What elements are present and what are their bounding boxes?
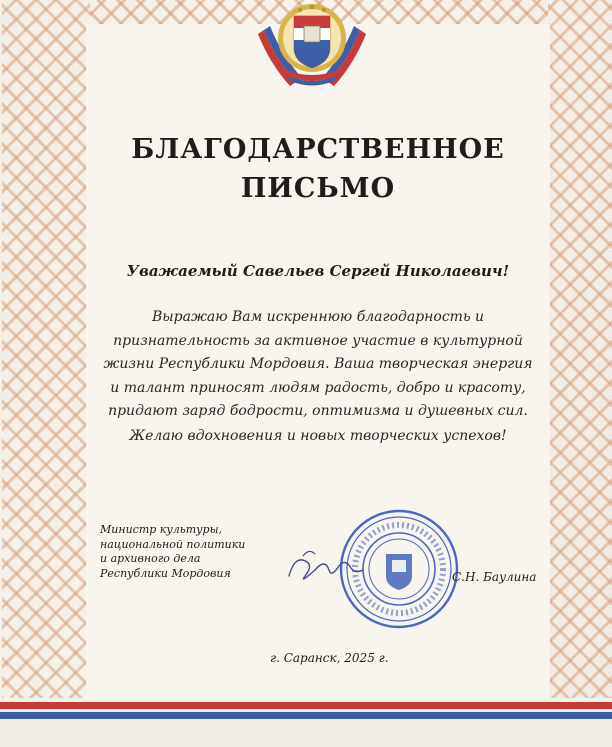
official-seal-icon xyxy=(336,506,462,632)
flag-stripes xyxy=(0,698,612,747)
place-date: г. Саранск, 2025 г. xyxy=(270,651,389,665)
document-title-line2: ПИСЬМО xyxy=(240,173,396,204)
stripe-red xyxy=(0,702,612,709)
signer-position-line: и архивного дела xyxy=(100,552,201,565)
ornament-border-left xyxy=(2,0,90,700)
paper-bottom-margin xyxy=(0,719,612,747)
signer-name: С.Н. Баулина xyxy=(452,570,537,584)
signer-position-line: Министр культуры, xyxy=(100,523,223,536)
ornament-border-right xyxy=(548,0,612,700)
signer-position-line: национальной политики xyxy=(100,537,246,551)
letter-wish: Желаю вдохновения и новых творческих успехов! xyxy=(129,428,507,444)
signer-position-line: Республики Мордовия xyxy=(100,566,231,580)
letter-body: Выражаю Вам искреннюю благодарность и признательность за активное участие в культурной жизни Республики Мордовия. Ваша творческая энергия и талант приносят людям радость, добро и красоту, придают заряд бодрости, оптимизма и душевных сил. xyxy=(103,309,533,419)
stripe-blue xyxy=(0,712,612,719)
salutation: Уважаемый Савельев Сергей Николаевич! xyxy=(126,262,510,280)
coat-of-arms-icon xyxy=(256,0,368,90)
document-title-line1: БЛАГОДАРСТВЕННОЕ xyxy=(131,134,505,165)
signer-position xyxy=(100,523,270,581)
